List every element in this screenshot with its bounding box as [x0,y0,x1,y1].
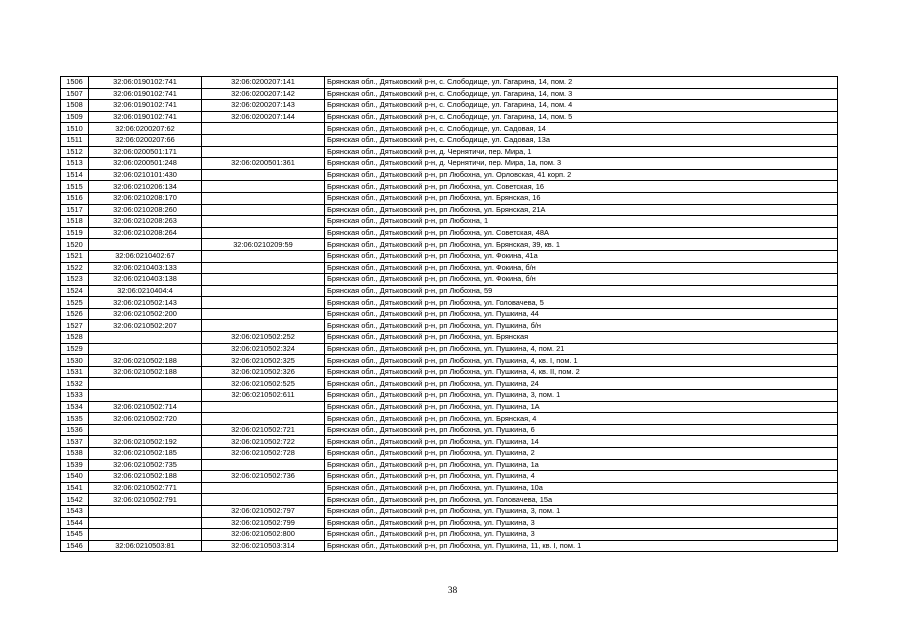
table-row [61,169,838,181]
address-cell: Брянская обл., Дятьковский р-н, рп Любохна, ул. Пушкина, б/н [325,320,838,332]
premises-cadastral-number-cell: 32:06:0210209:59 [202,239,325,251]
cadastral-number-cell: 32:06:0210502:771 [89,482,202,494]
row-number-cell: 1518 [61,216,89,228]
table-row [61,355,838,367]
premises-cadastral-number-cell [202,401,325,413]
address-cell: Брянская обл., Дятьковский р-н, рп Любохна, 1 [325,216,838,228]
cadastral-number-cell: 32:06:0200501:171 [89,146,202,158]
premises-cadastral-number-cell [202,216,325,228]
address-cell: Брянская обл., Дятьковский р-н, рп Любохна, ул. Фокина, 41а [325,250,838,262]
address-cell: Брянская обл., Дятьковский р-н, рп Любохна, ул. Пушкина, 4, кв. I, пом. 1 [325,355,838,367]
table-row [61,192,838,204]
address-cell: Брянская обл., Дятьковский р-н, рп Любохна, ул. Пушкина, 24 [325,378,838,390]
address-cell: Брянская обл., Дятьковский р-н, рп Любохна, 59 [325,285,838,297]
address-cell: Брянская обл., Дятьковский р-н, рп Любохна, ул. Орловская, 41 корп. 2 [325,169,838,181]
cadastral-table-body [61,77,838,552]
premises-cadastral-number-cell [202,181,325,193]
premises-cadastral-number-cell: 32:06:0210502:736 [202,471,325,483]
table-row [61,134,838,146]
premises-cadastral-number-cell: 32:06:0200207:142 [202,88,325,100]
address-cell: Брянская обл., Дятьковский р-н, рп Любохна, ул. Пушкина, 44 [325,308,838,320]
address-cell: Брянская обл., Дятьковский р-н, рп Любохна, ул. Фокина, б/н [325,262,838,274]
row-number-cell: 1545 [61,529,89,541]
row-number-cell: 1512 [61,146,89,158]
cadastral-number-cell: 32:06:0210206:134 [89,181,202,193]
address-cell: Брянская обл., Дятьковский р-н, д. Чернятичи, пер. Мира, 1 [325,146,838,158]
premises-cadastral-number-cell [202,297,325,309]
row-number-cell: 1515 [61,181,89,193]
premises-cadastral-number-cell [202,494,325,506]
premises-cadastral-number-cell [202,320,325,332]
table-row [61,100,838,112]
table-row [61,181,838,193]
cadastral-number-cell: 32:06:0210403:138 [89,274,202,286]
row-number-cell: 1519 [61,227,89,239]
address-cell: Брянская обл., Дятьковский р-н, с. Слободище, ул. Гагарина, 14, пом. 5 [325,111,838,123]
premises-cadastral-number-cell: 32:06:0210502:611 [202,390,325,402]
row-number-cell: 1506 [61,77,89,89]
cadastral-number-cell: 32:06:0210208:263 [89,216,202,228]
row-number-cell: 1513 [61,158,89,170]
table-row [61,88,838,100]
cadastral-number-cell: 32:06:0210502:791 [89,494,202,506]
cadastral-number-cell [89,505,202,517]
row-number-cell: 1509 [61,111,89,123]
premises-cadastral-number-cell [202,262,325,274]
premises-cadastral-number-cell: 32:06:0210502:252 [202,332,325,344]
address-cell: Брянская обл., Дятьковский р-н, рп Любохна, ул. Пушкина, 3, пом. 1 [325,390,838,402]
row-number-cell: 1527 [61,320,89,332]
premises-cadastral-number-cell [202,413,325,425]
cadastral-number-cell: 32:06:0190102:741 [89,111,202,123]
premises-cadastral-number-cell: 32:06:0200207:141 [202,77,325,89]
row-number-cell: 1528 [61,332,89,344]
address-cell: Брянская обл., Дятьковский р-н, рп Любохна, ул. Брянская, 39, кв. 1 [325,239,838,251]
table-row [61,285,838,297]
premises-cadastral-number-cell: 32:06:0210502:525 [202,378,325,390]
row-number-cell: 1516 [61,192,89,204]
cadastral-number-cell: 32:06:0210502:143 [89,297,202,309]
cadastral-number-cell: 32:06:0210208:264 [89,227,202,239]
row-number-cell: 1543 [61,505,89,517]
address-cell: Брянская обл., Дятьковский р-н, рп Любохна, ул. Пушкина, 11, кв. I, пом. 1 [325,540,838,552]
address-cell: Брянская обл., Дятьковский р-н, д. Чернятичи, пер. Мира, 1а, пом. 3 [325,158,838,170]
cadastral-number-cell [89,424,202,436]
address-cell: Брянская обл., Дятьковский р-н, рп Любохна, ул. Пушкина, 3, пом. 1 [325,505,838,517]
address-cell: Брянская обл., Дятьковский р-н, рп Любохна, ул. Пушкина, 4 [325,471,838,483]
table-row [61,366,838,378]
row-number-cell: 1536 [61,424,89,436]
premises-cadastral-number-cell: 32:06:0210502:324 [202,343,325,355]
row-number-cell: 1534 [61,401,89,413]
row-number-cell: 1520 [61,239,89,251]
table-row [61,505,838,517]
table-row [61,158,838,170]
cadastral-number-cell: 32:06:0190102:741 [89,77,202,89]
address-cell: Брянская обл., Дятьковский р-н, рп Любохна, ул. Пушкина, 4, пом. 21 [325,343,838,355]
cadastral-number-cell: 32:06:0200207:66 [89,134,202,146]
table-row [61,448,838,460]
address-cell: Брянская обл., Дятьковский р-н, рп Любохна, ул. Пушкина, 1а [325,459,838,471]
row-number-cell: 1540 [61,471,89,483]
cadastral-number-cell: 32:06:0200501:248 [89,158,202,170]
cadastral-number-cell: 32:06:0210502:192 [89,436,202,448]
cadastral-number-cell: 32:06:0210502:188 [89,366,202,378]
table-row [61,459,838,471]
premises-cadastral-number-cell: 32:06:0200501:361 [202,158,325,170]
cadastral-number-cell: 32:06:0210502:200 [89,308,202,320]
row-number-cell: 1546 [61,540,89,552]
premises-cadastral-number-cell [202,192,325,204]
table-row [61,262,838,274]
cadastral-number-cell: 32:06:0210503:81 [89,540,202,552]
premises-cadastral-number-cell [202,169,325,181]
table-row [61,517,838,529]
cadastral-number-cell [89,517,202,529]
address-cell: Брянская обл., Дятьковский р-н, рп Любохна, ул. Головачева, 15а [325,494,838,506]
premises-cadastral-number-cell [202,146,325,158]
page-number: 38 [447,586,458,596]
cadastral-number-cell: 32:06:0190102:741 [89,88,202,100]
premises-cadastral-number-cell: 32:06:0200207:143 [202,100,325,112]
premises-cadastral-number-cell: 32:06:0210502:800 [202,529,325,541]
premises-cadastral-number-cell [202,204,325,216]
row-number-cell: 1535 [61,413,89,425]
table-row [61,204,838,216]
premises-cadastral-number-cell: 32:06:0210503:314 [202,540,325,552]
cadastral-number-cell: 32:06:0210101:430 [89,169,202,181]
table-row [61,378,838,390]
table-row [61,540,838,552]
table-row [61,401,838,413]
cadastral-number-cell: 32:06:0200207:62 [89,123,202,135]
address-cell: Брянская обл., Дятьковский р-н, с. Слободище, ул. Гагарина, 14, пом. 2 [325,77,838,89]
row-number-cell: 1538 [61,448,89,460]
row-number-cell: 1544 [61,517,89,529]
address-cell: Брянская обл., Дятьковский р-н, с. Слободище, ул. Гагарина, 14, пом. 3 [325,88,838,100]
premises-cadastral-number-cell: 32:06:0210502:721 [202,424,325,436]
row-number-cell: 1507 [61,88,89,100]
cadastral-number-cell [89,332,202,344]
address-cell: Брянская обл., Дятьковский р-н, рп Любохна, ул. Пушкина, 3 [325,517,838,529]
table-row [61,529,838,541]
row-number-cell: 1514 [61,169,89,181]
cadastral-number-cell: 32:06:0210502:185 [89,448,202,460]
address-cell: Брянская обл., Дятьковский р-н, рп Любохна, ул. Советская, 16 [325,181,838,193]
row-number-cell: 1529 [61,343,89,355]
address-cell: Брянская обл., Дятьковский р-н, рп Любохна, ул. Советская, 48А [325,227,838,239]
premises-cadastral-number-cell [202,250,325,262]
table-row [61,332,838,344]
address-cell: Брянская обл., Дятьковский р-н, с. Слободище, ул. Садовая, 13а [325,134,838,146]
row-number-cell: 1530 [61,355,89,367]
table-row [61,274,838,286]
table-row [61,123,838,135]
row-number-cell: 1517 [61,204,89,216]
table-row [61,320,838,332]
table-row [61,111,838,123]
address-cell: Брянская обл., Дятьковский р-н, рп Любохна, ул. Пушкина, 3 [325,529,838,541]
cadastral-number-cell: 32:06:0210502:188 [89,471,202,483]
row-number-cell: 1521 [61,250,89,262]
row-number-cell: 1533 [61,390,89,402]
cadastral-number-cell: 32:06:0210502:720 [89,413,202,425]
premises-cadastral-number-cell [202,308,325,320]
address-cell: Брянская обл., Дятьковский р-н, рп Любохна, ул. Пушкина, 10а [325,482,838,494]
table-row [61,297,838,309]
premises-cadastral-number-cell: 32:06:0200207:144 [202,111,325,123]
table-row [61,471,838,483]
row-number-cell: 1522 [61,262,89,274]
cadastral-number-cell: 32:06:0210402:67 [89,250,202,262]
address-cell: Брянская обл., Дятьковский р-н, рп Любохна, ул. Брянская, 4 [325,413,838,425]
cadastral-number-cell: 32:06:0210403:133 [89,262,202,274]
cadastral-number-cell [89,378,202,390]
row-number-cell: 1537 [61,436,89,448]
address-cell: Брянская обл., Дятьковский р-н, рп Любохна, ул. Пушкина, 1А [325,401,838,413]
row-number-cell: 1523 [61,274,89,286]
table-row [61,436,838,448]
table-row [61,390,838,402]
address-cell: Брянская обл., Дятьковский р-н, рп Любохна, ул. Брянская [325,332,838,344]
premises-cadastral-number-cell: 32:06:0210502:799 [202,517,325,529]
premises-cadastral-number-cell: 32:06:0210502:326 [202,366,325,378]
address-cell: Брянская обл., Дятьковский р-н, рп Любохна, ул. Пушкина, 4, кв. II, пом. 2 [325,366,838,378]
cadastral-number-cell [89,239,202,251]
table-row [61,424,838,436]
premises-cadastral-number-cell [202,274,325,286]
row-number-cell: 1511 [61,134,89,146]
address-cell: Брянская обл., Дятьковский р-н, с. Слободище, ул. Садовая, 14 [325,123,838,135]
cadastral-number-cell: 32:06:0210502:714 [89,401,202,413]
premises-cadastral-number-cell: 32:06:0210502:797 [202,505,325,517]
cadastral-number-cell [89,390,202,402]
row-number-cell: 1525 [61,297,89,309]
table-row [61,77,838,89]
cadastral-number-cell: 32:06:0210502:188 [89,355,202,367]
address-cell: Брянская обл., Дятьковский р-н, рп Любохна, ул. Пушкина, 2 [325,448,838,460]
table-row [61,494,838,506]
table-row [61,482,838,494]
cadastral-number-cell: 32:06:0190102:741 [89,100,202,112]
cadastral-number-cell [89,529,202,541]
cadastral-number-cell: 32:06:0210208:260 [89,204,202,216]
row-number-cell: 1508 [61,100,89,112]
row-number-cell: 1542 [61,494,89,506]
premises-cadastral-number-cell [202,482,325,494]
row-number-cell: 1524 [61,285,89,297]
table-row [61,308,838,320]
row-number-cell: 1541 [61,482,89,494]
cadastral-number-cell: 32:06:0210208:170 [89,192,202,204]
address-cell: Брянская обл., Дятьковский р-н, рп Любохна, ул. Пушкина, 6 [325,424,838,436]
address-cell: Брянская обл., Дятьковский р-н, с. Слободище, ул. Гагарина, 14, пом. 4 [325,100,838,112]
table-row [61,216,838,228]
premises-cadastral-number-cell: 32:06:0210502:722 [202,436,325,448]
cadastral-number-cell: 32:06:0210502:207 [89,320,202,332]
table-row [61,250,838,262]
address-cell: Брянская обл., Дятьковский р-н, рп Любохна, ул. Брянская, 16 [325,192,838,204]
row-number-cell: 1539 [61,459,89,471]
premises-cadastral-number-cell [202,134,325,146]
row-number-cell: 1510 [61,123,89,135]
premises-cadastral-number-cell [202,459,325,471]
table-row [61,239,838,251]
cadastral-number-cell: 32:06:0210404:4 [89,285,202,297]
cadastral-number-cell [89,343,202,355]
address-cell: Брянская обл., Дятьковский р-н, рп Любохна, ул. Головачева, 5 [325,297,838,309]
address-cell: Брянская обл., Дятьковский р-н, рп Любохна, ул. Пушкина, 14 [325,436,838,448]
row-number-cell: 1526 [61,308,89,320]
premises-cadastral-number-cell [202,285,325,297]
cadastral-number-cell: 32:06:0210502:735 [89,459,202,471]
table-row [61,227,838,239]
premises-cadastral-number-cell: 32:06:0210502:728 [202,448,325,460]
cadastral-table [60,76,838,552]
address-cell: Брянская обл., Дятьковский р-н, рп Любохна, ул. Фокина, б/н [325,274,838,286]
table-row [61,413,838,425]
premises-cadastral-number-cell [202,227,325,239]
premises-cadastral-number-cell: 32:06:0210502:325 [202,355,325,367]
table-row [61,343,838,355]
premises-cadastral-number-cell [202,123,325,135]
row-number-cell: 1531 [61,366,89,378]
table-row [61,146,838,158]
address-cell: Брянская обл., Дятьковский р-н, рп Любохна, ул. Брянская, 21А [325,204,838,216]
row-number-cell: 1532 [61,378,89,390]
